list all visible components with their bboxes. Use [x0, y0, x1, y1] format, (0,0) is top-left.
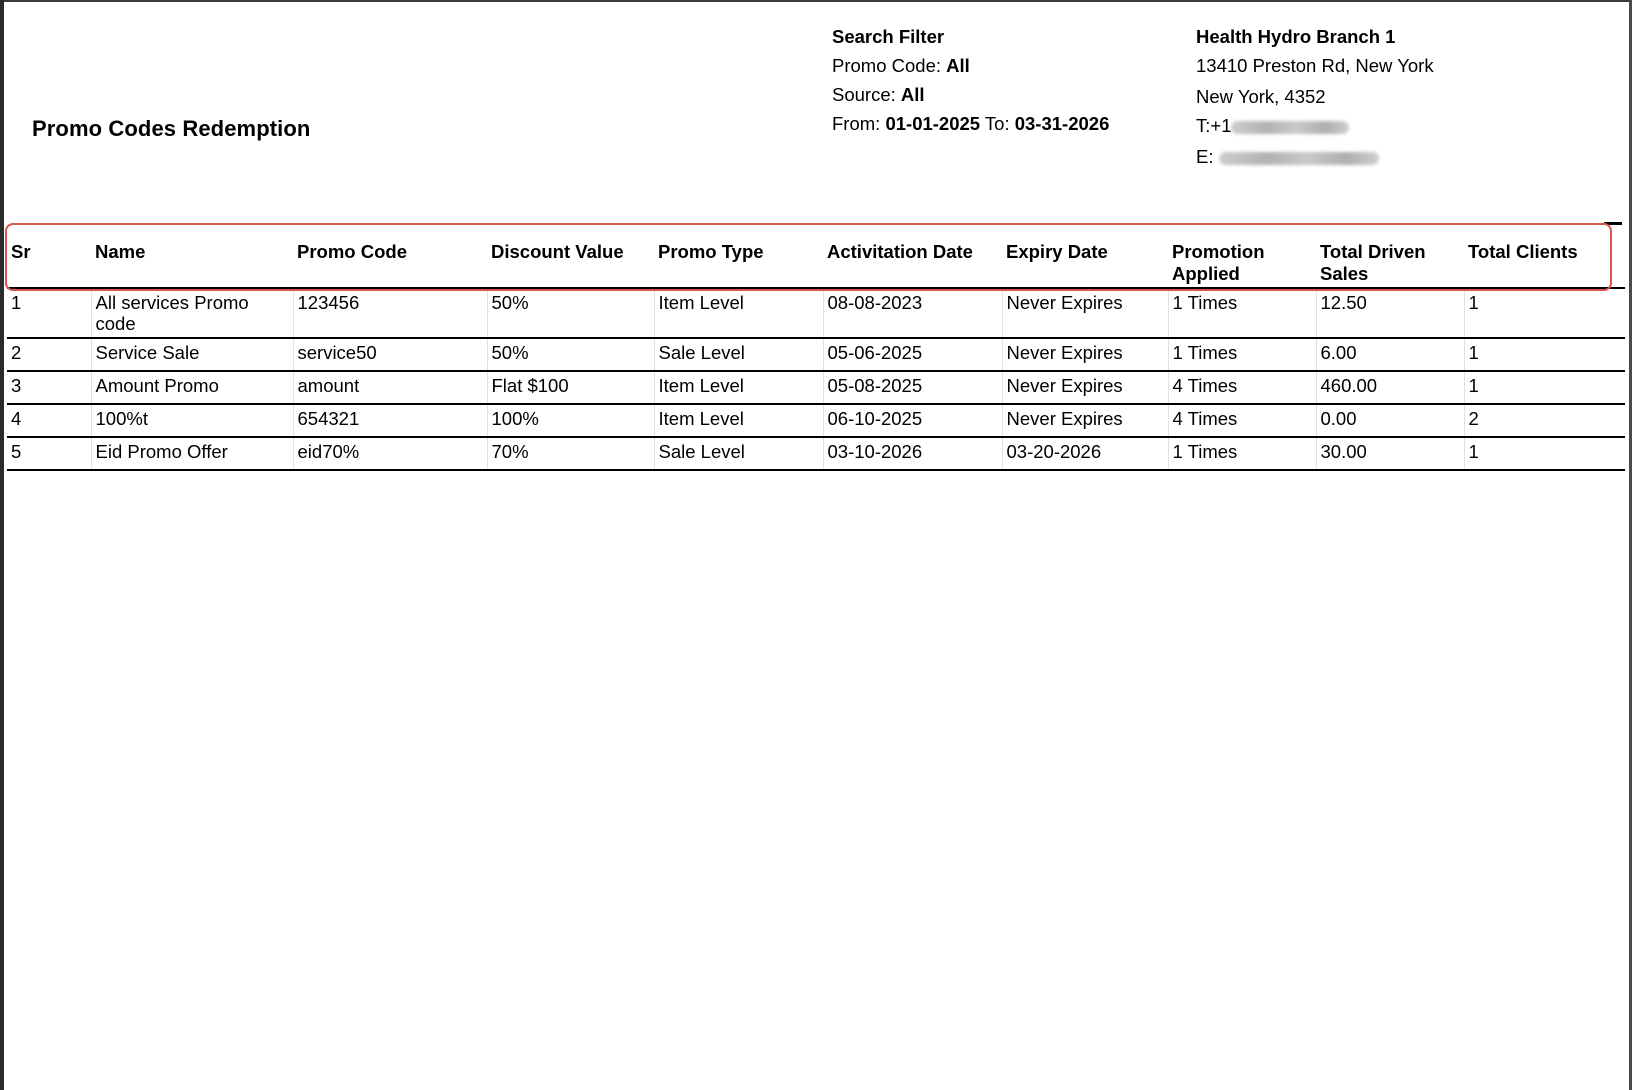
- cell-sr: 5: [7, 437, 91, 470]
- column-header-promo-code: Promo Code: [293, 226, 487, 288]
- cell-name: Eid Promo Offer: [91, 437, 293, 470]
- branch-phone: [1196, 111, 1434, 140]
- cell-promo-code: eid70%: [293, 437, 487, 470]
- search-filter-heading: Search Filter: [832, 26, 945, 47]
- cell-promotion-applied: 1 Times: [1168, 288, 1316, 338]
- filter-promo-code-value: All: [946, 55, 970, 76]
- column-header-total-clients: Total Clients: [1464, 226, 1625, 288]
- cell-expiry-date: Never Expires: [1002, 338, 1168, 371]
- branch-info: [1196, 22, 1434, 171]
- cell-promotion-applied: 4 Times: [1168, 371, 1316, 404]
- cell-activation-date: 06-10-2025: [823, 404, 1002, 437]
- header-rule-end: [1604, 222, 1622, 225]
- cell-name: Service Sale: [91, 338, 293, 371]
- redacted-phone: [1231, 121, 1349, 134]
- filter-source-value: All: [900, 84, 925, 105]
- cell-sr: 4: [7, 404, 91, 437]
- table-row: [7, 437, 1625, 470]
- column-header-promo-type: Promo Type: [654, 226, 823, 288]
- cell-total-clients: 2: [1464, 404, 1625, 437]
- cell-activation-date: 05-06-2025: [823, 338, 1002, 371]
- column-header-activation-date: Activitation Date: [823, 226, 1002, 288]
- cell-expiry-date: Never Expires: [1002, 371, 1168, 404]
- column-header-total-driven-sales: Total Driven Sales: [1316, 226, 1464, 288]
- search-filter: [832, 22, 1109, 138]
- cell-activation-date: 03-10-2026: [823, 437, 1002, 470]
- branch-name: Health Hydro Branch 1: [1196, 26, 1396, 47]
- cell-total-driven-sales: 12.50: [1316, 288, 1464, 338]
- cell-total-clients: 1: [1464, 437, 1625, 470]
- cell-name: 100%t: [91, 404, 293, 437]
- filter-source: [832, 80, 1109, 109]
- cell-promo-code: 123456: [293, 288, 487, 338]
- filter-to-value: 03-31-2026: [1014, 113, 1110, 134]
- cell-discount-value: 70%: [487, 437, 654, 470]
- cell-activation-date: 08-08-2023: [823, 288, 1002, 338]
- column-header-promotion-applied: Promotion Applied: [1168, 226, 1316, 288]
- filter-promo-code-label: Promo Code:: [832, 55, 941, 76]
- cell-promo-code: amount: [293, 371, 487, 404]
- cell-total-driven-sales: 460.00: [1316, 371, 1464, 404]
- cell-total-driven-sales: 6.00: [1316, 338, 1464, 371]
- cell-discount-value: 50%: [487, 288, 654, 338]
- redacted-email: [1219, 152, 1379, 165]
- column-header-name: Name: [91, 226, 293, 288]
- cell-promo-type: Item Level: [654, 404, 823, 437]
- branch-email-label: E:: [1196, 146, 1214, 167]
- table-row: [7, 288, 1625, 338]
- cell-discount-value: Flat $100: [487, 371, 654, 404]
- page-frame-left: [0, 0, 4, 1090]
- cell-sr: 2: [7, 338, 91, 371]
- cell-name: All services Promo code: [91, 288, 293, 338]
- branch-phone-label: T:+1: [1196, 115, 1232, 136]
- column-header-discount-value: Discount Value: [487, 226, 654, 288]
- filter-from-label: From:: [832, 113, 881, 134]
- cell-promo-code: 654321: [293, 404, 487, 437]
- column-header-sr: Sr: [7, 226, 91, 288]
- cell-discount-value: 100%: [487, 404, 654, 437]
- filter-source-label: Source:: [832, 84, 896, 105]
- branch-address-line2: New York, 4352: [1196, 86, 1326, 107]
- promo-redemption-table: [7, 226, 1625, 471]
- cell-total-clients: 1: [1464, 371, 1625, 404]
- cell-promotion-applied: 1 Times: [1168, 338, 1316, 371]
- table-header-row: [7, 226, 1625, 288]
- branch-address-line1: 13410 Preston Rd, New York: [1196, 55, 1434, 76]
- cell-total-driven-sales: 30.00: [1316, 437, 1464, 470]
- cell-total-driven-sales: 0.00: [1316, 404, 1464, 437]
- cell-sr: 1: [7, 288, 91, 338]
- table-row: [7, 371, 1625, 404]
- cell-total-clients: 1: [1464, 338, 1625, 371]
- table-row: [7, 404, 1625, 437]
- cell-expiry-date: 03-20-2026: [1002, 437, 1168, 470]
- filter-to-label: To:: [984, 113, 1010, 134]
- cell-promo-type: Item Level: [654, 288, 823, 338]
- cell-promo-type: Sale Level: [654, 437, 823, 470]
- cell-sr: 3: [7, 371, 91, 404]
- table-row: [7, 338, 1625, 371]
- cell-promo-code: service50: [293, 338, 487, 371]
- report-title: Promo Codes Redemption: [32, 116, 311, 141]
- cell-total-clients: 1: [1464, 288, 1625, 338]
- cell-name: Amount Promo: [91, 371, 293, 404]
- cell-promo-type: Item Level: [654, 371, 823, 404]
- cell-expiry-date: Never Expires: [1002, 404, 1168, 437]
- page-frame-top: [0, 0, 1632, 2]
- cell-promo-type: Sale Level: [654, 338, 823, 371]
- cell-promotion-applied: 4 Times: [1168, 404, 1316, 437]
- filter-from-value: 01-01-2025: [885, 113, 981, 134]
- filter-promo-code: [832, 51, 1109, 80]
- cell-discount-value: 50%: [487, 338, 654, 371]
- branch-email: [1196, 142, 1434, 171]
- cell-activation-date: 05-08-2025: [823, 371, 1002, 404]
- cell-expiry-date: Never Expires: [1002, 288, 1168, 338]
- filter-date-range: [832, 109, 1109, 138]
- cell-promotion-applied: 1 Times: [1168, 437, 1316, 470]
- column-header-expiry-date: Expiry Date: [1002, 226, 1168, 288]
